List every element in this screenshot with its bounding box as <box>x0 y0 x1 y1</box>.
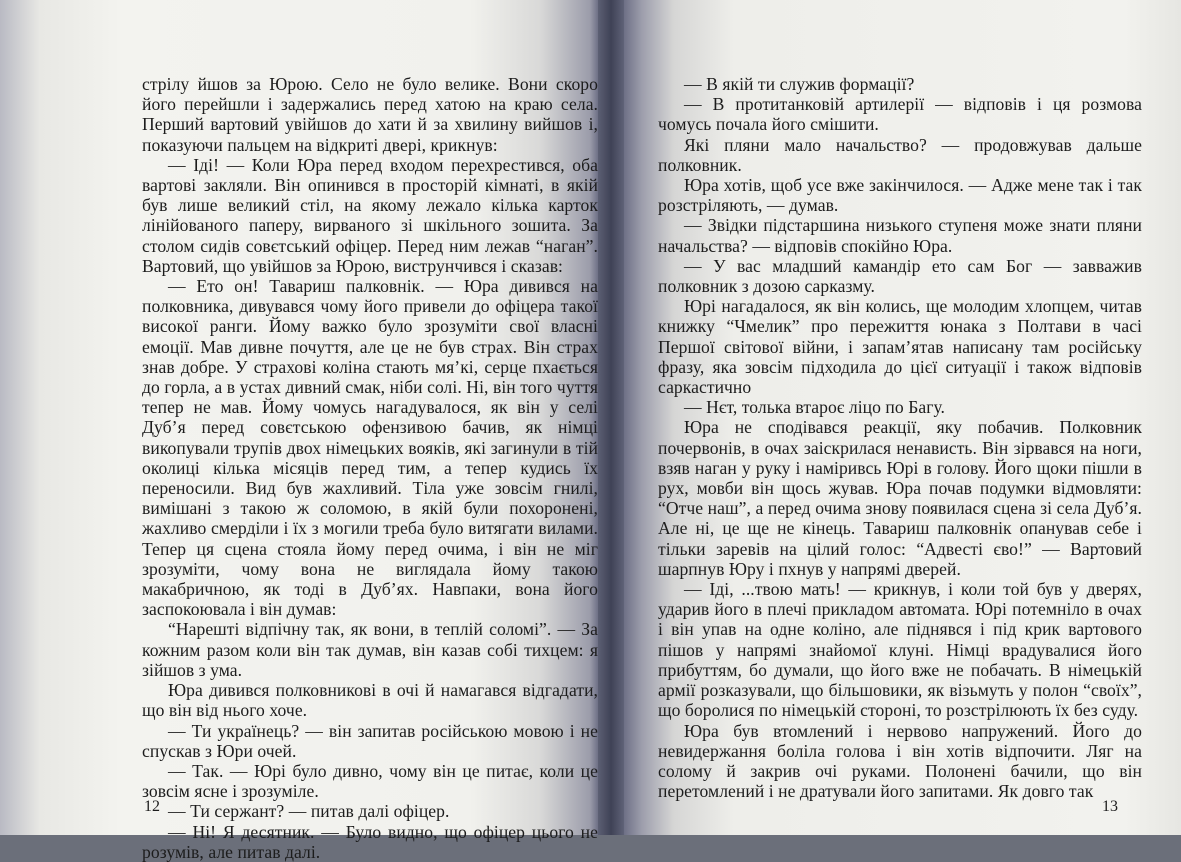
paragraph: — В протитанковій артилерії — відповів і ця розмова чомусь почала його смішити. <box>658 94 1142 135</box>
right-page <box>624 0 1181 835</box>
paragraph: — У вас младший камандір ето сам Бог — завважив полковник з дозою сарказму. <box>658 255 1142 297</box>
paragraph: — Звідки підстаршина низького ступеня може знати пляни начальства? — відповів спокійно Юра. <box>658 215 1142 256</box>
paragraph: — В якій ти служив формації? <box>684 74 915 94</box>
page-number-right: 13 <box>1102 798 1118 815</box>
paragraph: — Нєт, толька втароє ліцо по Багу. <box>684 397 945 418</box>
paragraph: Юра хотів, щоб усе вже закінчилося. — Адже мене так і так розстріляють, — думав. <box>658 175 1142 216</box>
paragraph: Юра був втомлений і нервово напружений. Його до невидержання боліла голова і він хотів відпочити. Ляг на солому й закрив очі руками. Полонені бачили, що він перетомлений і не дратували його запитами. Як довго так <box>658 720 1142 802</box>
paragraph: “Нарешті відпічну так, як вони, в теплій соломі”. — За кожним разом коли він так думав, він казав собі тихцем: я зійшов з ума. <box>142 619 598 680</box>
paragraph: — Іді! — Коли Юра перед входом перехрестився, оба вартові закляли. Він опинився в просторій кімнаті, в якій був лише великий стіл, на якому лежало кілька карток лінійованого паперу, вирваного зі шкільного зошита. За столом сидів совєтський офіцер. Перед ним лежав “наган”. Вартовий, що увійшов за Юрою, виструнчився і сказав: <box>142 154 598 276</box>
book-gutter <box>598 0 624 835</box>
paragraph: — Ти сержант? — питав далі офіцер. <box>168 801 450 822</box>
paragraph: стрілу йшов за Юрою. Село не було велике. Вони скоро його перейшли і задержались перед хатою на краю села. Перший вартовий увійшов до хати й за хвилину вийшов і, показуючи пальцем на відкриті двері, крикнув: <box>142 74 598 155</box>
paragraph: Юрі нагадалося, як він колись, ще молодим хлопцем, читав книжку “Чмелик” про пережиття юнака з Полтави в часі Першої світової війни, і запам’ятав написану там російську фразу, яка зовсім підходила до цієї ситуації і також відповів саркастично <box>658 296 1142 398</box>
paragraph: — Ні! Я десятник. — Було видно, що офіцер цього не розумів, але питав далі. <box>142 821 598 862</box>
paragraph: Юра дивився полковникові в очі й намагався відгадати, що він від нього хоче. <box>142 680 598 721</box>
paragraph: Юра не сподівався реакції, яку побачив. Полковник почервонів, в очах заіскрилася ненависть. Він зірвався на ноги, взяв наган у руку і наміривсь Юрі в голову. Його щоки пішли в рух, мовби він щось жував. Юра почав подумки відмовляти: “Отче наш”, а перед очима знову появилася сцена зі села Дуб’я. Але ні, це ще не кінець. Тавариш палковнік опанував себе і тільки заревів на цілий голос: “Адвесті єво!” — Вартовий шарпнув Юру і пхнув у напрямі дверей. <box>658 417 1142 579</box>
paragraph: — Ето он! Тавариш палковнік. — Юра дивився на полковника, дивувався чому його привели до офіцера такої високої ранги. Йому важко було зрозуміти свої власні емоції. Мав дивне почуття, але це не був страх. Він страх знав добре. У страхові коліна стають мя’кі, серце пхається до горла, а в устах дивний смак, ніби солі. Ні, він того чуття тепер не мав. Йому чомусь нагадувалося, як він у селі Дуб’я перед совєтською офензивою бачив, як німці викопували трупів двох німецьких вояків, які загинули в тій околиці кілька місяців перед тим, а тепер кудись їх переносили. Вид був жахливий. Тіла уже зовсім гнилі, вимішані з такою ж соломою, в якій були похоронені, жахливо смерділи і їх з могили треба було витягати вилами. Тепер ця сцена стояла йому перед очима, і він не міг зрозуміти, чому вона не виглядала йому такою макабричною, як тоді в Дуб’ях. Навпаки, вона його заспокоювала і він думав: <box>142 276 598 620</box>
paragraph: — Ти українець? — він запитав російською мовою і не спускав з Юри очей. <box>142 720 598 761</box>
left-page-text <box>142 74 598 862</box>
page-number-left: 12 <box>144 798 160 815</box>
right-page-text <box>658 74 1142 801</box>
paragraph: — Так. — Юрі було дивно, чому він це питає, коли це зовсім ясне і зрозуміле. <box>142 760 598 802</box>
paragraph: Які пляни мало начальство? — продовжував дальше полковник. <box>658 134 1142 175</box>
paragraph: — Іді, ...твою мать! — крикнув, і коли той був у дверях, ударив його в плечі прикладом автомата. Юрі потемніло в очах і він упав на одне коліно, але піднявся і під крик вартового пішов у напрямі знайомої клуні. Німці врадувалися його прибуттям, бо думали, що його вже не побачать. В німецькій армії розказували, що більшовики, як візьмуть у полон “своїх”, що боролися по німецькій стороні, то розстрілюють їх без суду. <box>658 579 1142 721</box>
